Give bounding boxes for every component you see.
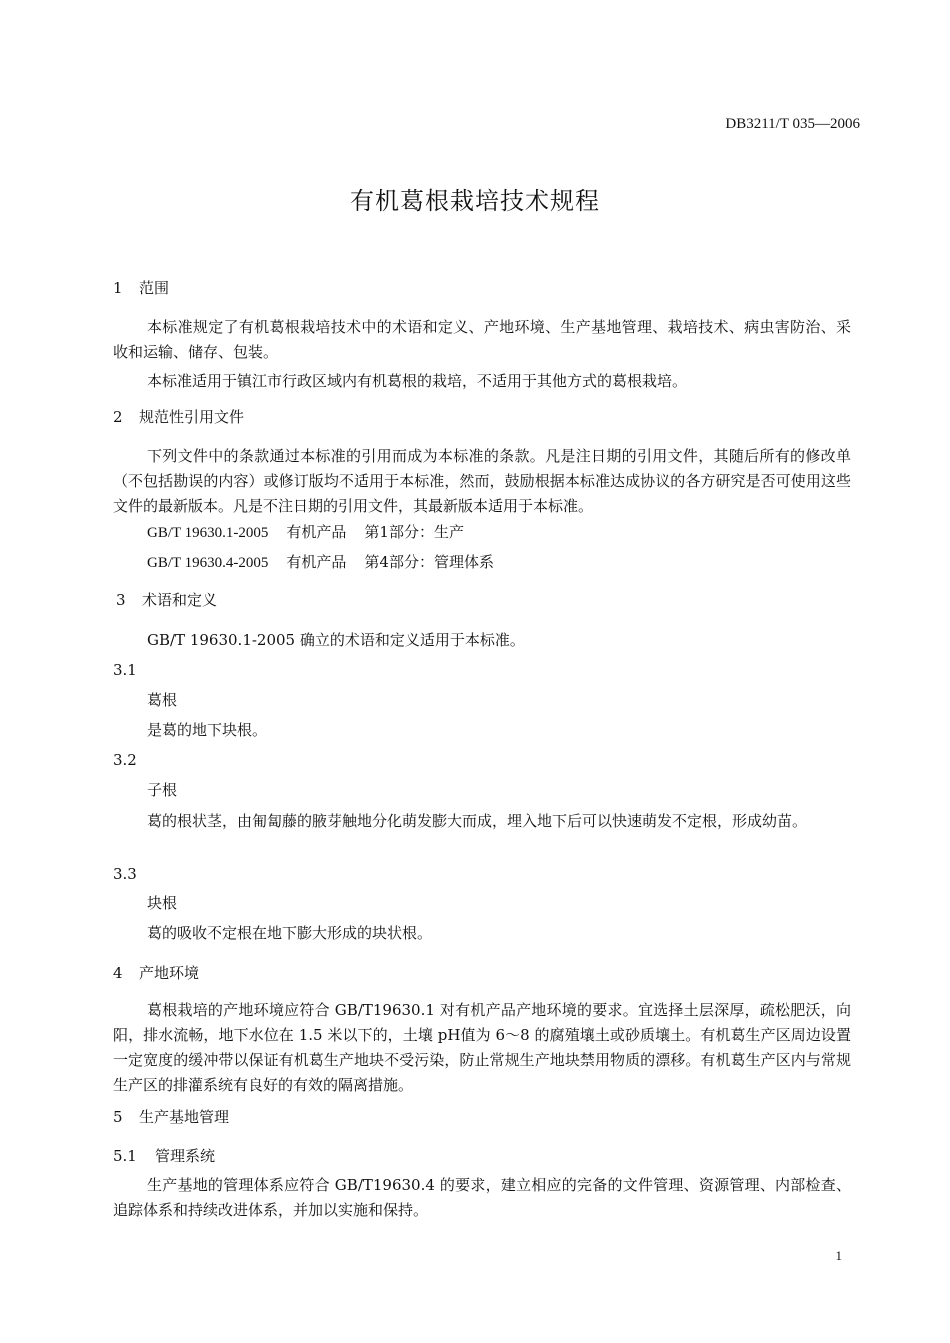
subsection-5-1-heading — [113, 1149, 215, 1164]
section-number: 2 — [113, 408, 123, 426]
section-5-heading — [113, 1110, 229, 1125]
reference-code: GB/T 19630.1-2005 — [147, 525, 269, 541]
page-number: 1 — [835, 1248, 842, 1263]
term-name: 块根 — [147, 894, 178, 912]
standard-code: DB3211/T 035—2006 — [725, 116, 860, 132]
section-4-paragraph-1: 葛根栽培的产地环境应符合 GB/T19630.1 对有机产品产地环境的要求。宜选择土层深厚，疏松肥沃，向阳，排水流畅，地下水位在 1.5 米以下的，土壤 pH值为 6～8 的腐殖壤土或砂质壤土。有机葛生产区周边设置一定宽度的缓冲带以保证有机葛生产地块不受污染，防止常规生产地块禁用物质的漂移。有机葛生产区内与常规生产区的排灌系统有良好的有效的隔离措施。 — [113, 1001, 851, 1094]
term-number: 3.1 — [113, 661, 137, 679]
term-name: 葛根 — [147, 691, 178, 709]
reference-item — [147, 525, 464, 541]
section-1-paragraph-1: 本标准规定了有机葛根栽培技术中的术语和定义、产地环境、生产基地管理、栽培技术、病虫害防治、采收和运输、储存、包装。 — [113, 318, 851, 361]
section-title: 规范性引用文件 — [139, 408, 245, 426]
section-title: 生产基地管理 — [139, 1108, 230, 1126]
term-definition: 葛的根状茎，由匍匐藤的腋芽触地分化萌发膨大而成，埋入地下后可以快速萌发不定根，形成幼苗。 — [147, 812, 808, 830]
term-definition: 葛的吸收不定根在地下膨大形成的块状根。 — [147, 924, 433, 942]
reference-item — [147, 555, 494, 571]
reference-part: 第4部分：管理体系 — [364, 553, 494, 571]
section-2-heading — [113, 410, 244, 425]
term-number: 3.2 — [113, 751, 137, 769]
term-name: 子根 — [147, 781, 178, 799]
section-number: 1 — [113, 279, 123, 297]
reference-name: 有机产品 — [286, 553, 347, 571]
section-number: 3 — [116, 591, 126, 609]
document-title: 有机葛根栽培技术规程 — [350, 187, 600, 215]
term-number: 3.3 — [113, 865, 137, 883]
section-3-paragraph-1: GB/T 19630.1-2005 确立的术语和定义适用于本标准。 — [147, 631, 525, 649]
section-title: 范围 — [139, 279, 170, 297]
section-1-paragraph-2: 本标准适用于镇江市行政区域内有机葛根的栽培，不适用于其他方式的葛根栽培。 — [147, 372, 688, 390]
section-title: 术语和定义 — [142, 591, 218, 609]
subsection-number: 5.1 — [113, 1147, 137, 1165]
section-number: 4 — [113, 964, 123, 982]
reference-name: 有机产品 — [286, 523, 347, 541]
subsection-5-1-paragraph-1: 生产基地的管理体系应符合 GB/T19630.4 的要求，建立相应的完备的文件管理、资源管理、内部检查、追踪体系和持续改进体系，并加以实施和保持。 — [113, 1176, 851, 1219]
section-1-heading — [113, 281, 169, 296]
section-title: 产地环境 — [139, 964, 200, 982]
section-2-paragraph-1: 下列文件中的条款通过本标准的引用而成为本标准的条款。凡是注日期的引用文件，其随后所有的修改单（不包括勘误的内容）或修订版均不适用于本标准，然而，鼓励根据本标准达成协议的各方研究是否可使用这些文件的最新版本。凡是不注日期的引用文件，其最新版本适用于本标准。 — [113, 447, 851, 515]
section-number: 5 — [113, 1108, 123, 1126]
term-definition: 是葛的地下块根。 — [147, 721, 268, 739]
reference-part: 第1部分：生产 — [364, 523, 464, 541]
reference-code: GB/T 19630.4-2005 — [147, 555, 269, 571]
section-4-heading — [113, 966, 199, 981]
subsection-title: 管理系统 — [155, 1147, 216, 1165]
section-3-heading — [116, 593, 217, 608]
